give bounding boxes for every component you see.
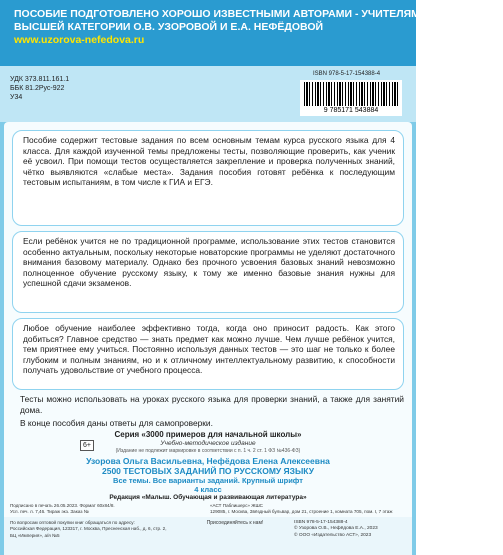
paragraph-1: Пособие содержит тестовые задания по всем основным темам курса русского языка для 4 класса. Для каждой изученной темы предложены тесты, позволяющие проверить, как ученик её усвоил. При помощи тестов осуществляется закрепление и проверка полученных знаний, чётко выявляются «слабые места». Задания пособия готовят ребёнка к последующим тестовым испытаниям, в том числе к ГИА и ЕГЭ. — [12, 130, 404, 226]
book-subtitle: Все темы. Все варианты заданий. Крупный шрифт — [113, 476, 303, 485]
imprint-line: Усл. печ. л. 7,46. Тираж экз. Заказ № — [10, 509, 89, 515]
header-url: www.uzorova-nefedova.ru — [14, 34, 145, 46]
wholesale-info — [10, 520, 180, 539]
edition-type: Учебно-методическое издание — [160, 440, 256, 447]
wholesale-line: Российская Федерация, 123317, г. Москва, Пресненская наб., д. 6, стр. 2, — [10, 526, 167, 532]
imprint-line: Подписано в печать 26.05.2023. Формат 60х84/8. — [10, 503, 115, 508]
book-title: 2500 ТЕСТОВЫХ ЗАДАНИЙ ПО РУССКОМУ ЯЗЫКУ — [101, 466, 314, 476]
isbn-label: ISBN 978-5-17-154388-4 — [313, 71, 381, 77]
contact-line: «АСТ Паблишерс» ЖШС — [210, 503, 263, 508]
series-name: Серия «3000 примеров для начальной школы» — [114, 430, 302, 439]
imprint-block — [10, 503, 206, 515]
header-line-1: ПОСОБИЕ ПОДГОТОВЛЕНО ХОРОШО ИЗВЕСТНЫМИ АВТОРАМИ - УЧИТЕЛЯМИ-ПРАКТИКАМИ — [14, 8, 503, 20]
barcode-bars — [304, 82, 398, 106]
social-block — [190, 520, 280, 526]
header-banner — [0, 0, 503, 66]
authors: Узорова Ольга Васильевна, Нефёдова Елена Алексеевна — [86, 456, 330, 466]
header-line-2: ВЫСШЕЙ КАТЕГОРИИ О.В. УЗОРОВОЙ И Е.А. НЕФЁДОВОЙ — [14, 21, 324, 33]
wholesale-line: БЦ «Империя», а/я №5 — [10, 532, 60, 538]
contact-line: 129085, г. Москва, Звёздный бульвар, дом 21, строение 1, комната 705, пом. I, 7 этаж — [210, 509, 393, 515]
marking-note: (Издание не подлежит маркировке в соответствии с п. 1 ч. 2 ст. 1 ФЗ №436-ФЗ) — [115, 448, 301, 454]
barcode-number: 9 785171 543884 — [323, 107, 379, 114]
age-rating-badge: 6+ — [80, 440, 94, 451]
join-us-text: Присоединяйтесь к нам! — [206, 520, 264, 526]
copyright-publisher: © ООО «Издательство АСТ», 2023 — [294, 532, 372, 538]
grade-label: 4 класс — [194, 485, 222, 494]
isbn-footer: ISBN 978-5-17-154388-4 — [294, 520, 348, 525]
copyright-block — [294, 520, 410, 539]
wholesale-line: По вопросам оптовой покупки книг обращаться по адресу: — [10, 520, 135, 525]
udk-code: УДК 373.811.161.1 — [10, 76, 70, 83]
author-mark: У34 — [10, 94, 23, 101]
paragraph-3: Любое обучение наиболее эффективно тогда, когда оно приносит радость. Как этого добиться? Главное средство — знать предмет как можно лучше. Чем лучше ребёнок учится, тем приятнее ему учиться. Постоянно используя данных тестов — это шаг не только к более глубоким и полным знаниям, но и к отличному интеллектуальному развитию, к способности получать удовольствие от учебного процесса. — [12, 318, 404, 390]
paragraph-5: В конце пособия даны ответы для самопроверки. — [20, 418, 213, 428]
paragraph-4: Тесты можно использовать на уроках русского языка для проверки знаний, а также для занятий дома. — [20, 394, 404, 415]
barcode — [300, 80, 402, 116]
bbk-code: ББК 81.2Рус-922 — [10, 85, 65, 92]
catalog-codes — [10, 75, 69, 102]
distributor-block — [210, 503, 406, 515]
copyright-authors: © Узорова О.В., Нефёдова Е.А., 2023 — [294, 526, 378, 532]
editorial-office: Редакция «Малыш. Обучающая и развивающая литература» — [109, 494, 307, 501]
paragraph-2: Если ребёнок учится не по традиционной программе, использование этих тестов становится особенно актуальным, поскольку некоторые новаторские программы не уделяют достаточного внимания базовому материалу. Однако без прочного усвоения базовых знаний невозможно полноценное обучение русскому языку, к тому же именно базовые знания нужны для успешной сдачи экзаменов. — [12, 231, 404, 313]
